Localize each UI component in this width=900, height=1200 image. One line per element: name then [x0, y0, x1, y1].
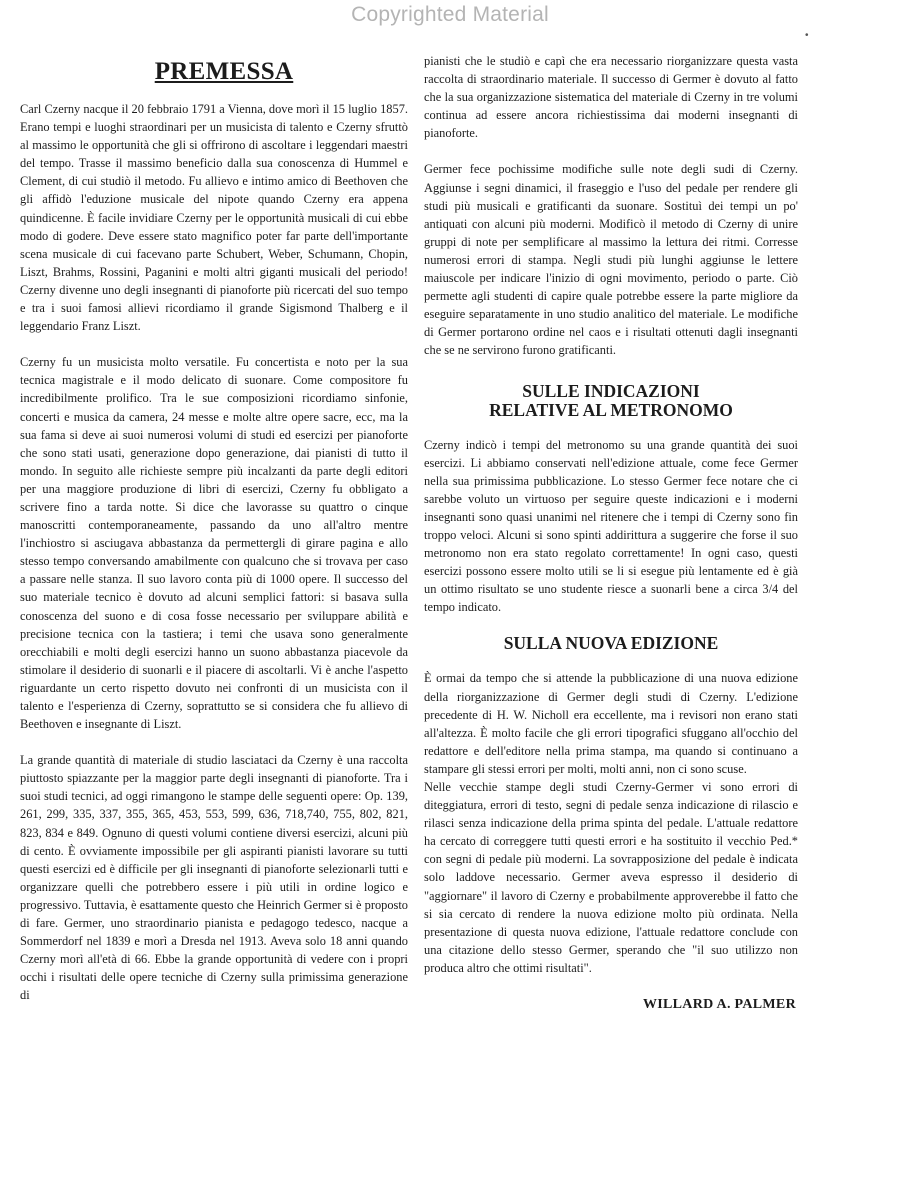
- left-column: [20, 52, 408, 1005]
- paragraph-versatility: Czerny fu un musicista molto versatile. Fu concertista e noto per la sua tecnica magistrale e il modo delicato di suonare. Come compositore fu incredibilmente prolifico. Tra le sue composizioni ricordiamo sinfonie, concerti e musica da camera, 24 messe e molte altre opere sacre, ecc, ma la sua fama si deve ai suoi numerosi volumi di studi ed esercizi per pianoforte che sono stati usati, generazione dopo generazione, dai pianisti di tutto il mondo. In seguito alle richieste sempre più incalzanti da parte degli editori per una maggiore produzione di libri di esercizi, Czerny fu obbligato a scrivere fino a tarda notte. Si dice che lavorasse su quattro o cinque manoscritti contemporaneamente, passando da uno all'altro mentre l'inchiostro si asciugava abbastanza da permettergli di girare pagina e allo stesso tempo conversando amabilmente con qualcuno che si trovava per caso a passare nelle stanza. Il suo lavoro conta più di 1000 opere. Il successo del suo materiale tecnico è dovuto ad alcuni semplici fattori: si basava sulla conoscenza del suono e di cosa fosse necessario per sviluppare abilità e precisione tecnica con la tastiera; i temi che usava sono generalmente orecchiabili e molti degli esercizi hanno un suono abbastanza piacevole da stimolare il desiderio di suonarli e il piacere di ascoltarli. Vi è anche l'aspetto riguardante un certo rispetto dovuto nei confronti di un musicista con il talento e l'esperienza di Czerny, soprattutto se si considera che fu allievo di Beethoven e insegnante di Liszt.: [20, 355, 408, 732]
- metronome-heading-line1: SULLE INDICAZIONI: [522, 380, 700, 401]
- paragraph-old-prints: Nelle vecchie stampe degli studi Czerny-Germer vi sono errori di diteggiatura, errori di testo, segni di pedale senza indicazione di rilascio e rilasci senza indicazione della prima spinta del pedale. L'attuale redattore ha cercato di correggere tutti questi errori e ha sostituito il vecchio Ped.* con segni di pedale più moderni. La sovrapposizione del pedale è indicata solo laddove necessario. Germer aveva espresso il desiderio di "aggiornare" il lavoro di Czerny e probabilmente approverebbe il fatto che si sia cercato di rendere la nuova edizione molto più ordinata. Nella presentazione di questa nuova edizione, l'attuale redattore conclude con una citazione dello stesso Germer, sperando che "il suo utilizzo non produca altro che ottimi risultati".: [424, 780, 798, 975]
- paragraph-new-edition: È ormai da tempo che si attende la pubblicazione di una nuova edizione della riorganizzazione di Germer degli studi di Czerny. L'edizione precedente di H. W. Nicholl era eccellente, ma i revisori non erano stati all'altezza. È molto facile che gli errori tipografici sfuggano all'occhio del redattore e dell'editore nella prima stampa, ma quando si continuano a stampare gli stessi errori per molti, molti anni, non ci sono scuse.: [424, 671, 798, 776]
- right-column: [424, 52, 798, 1013]
- new-edition-heading: SULLA NUOVA EDIZIONE: [503, 633, 719, 654]
- corner-dot: •: [805, 30, 809, 41]
- paragraph-study-material: La grande quantità di materiale di studio lasciataci da Czerny è una raccolta piuttosto spiazzante per la maggior parte degli insegnanti di pianoforte. Tra i suoi studi tecnici, ad oggi rimangono le stampe delle seguenti opere: Op. 139, 261, 299, 335, 337, 355, 365, 453, 553, 599, 636, 718,740, 755, 802, 821, 823, 834 e 849. Ognuno di questi volumi contiene diversi esercizi, alcuni più di cento. È ovviamente impossibile per gli aspiranti pianisti lavorare su tutti questi esercizi ed è difficile per gli insegnanti di pianoforte selezionarli tutti e organizzare quelli che potrebbero essere i più utili in ordine logico e progressivo. Tuttavia, è esattamente questo che Heinrich Germer si è proposto di fare. Germer, uno straordinario pianista e pedagogo tedesco, nacque a Sommerdorf nel 1839 e morì a Dresda nel 1913. Aveva solo 18 anni quando Czerny morì all'età di 66. Ebbe la grande opportunità di vedere con i propri occhi i risultati delle opere tecniche di Czerny sulla primissima generazione di: [20, 753, 408, 1003]
- paragraph-germer-success: pianisti che le studiò e capì che era necessario riorganizzare questa vasta raccolta di straordinario materiale. Il successo di Germer è dovuto al fatto che la sua organizzazione sistematica del materiale di Czerny in tre volumi continua ad essere ancora richiestissima dai moderni insegnanti di pianoforte.: [424, 54, 798, 141]
- copyright-watermark: Copyrighted Material: [351, 3, 549, 26]
- paragraph-metronome: Czerny indicò i tempi del metronomo su una grande quantità dei suoi esercizi. Li abbiamo conservati nell'edizione attuale, come fece Germer nella sua primissima pubblicazione. Lo stesso Germer fece notare che ci sarebbe voluto un virtuoso per seguire queste indicazioni e i moderni insegnanti sono quasi unanimi nel ritenere che i tempi di Czerny sono fin troppo veloci. Alcuni si sono spinti addirittura a suggerire che forse il suo metronomo non era stato regolato correttamente! In ogni caso, questi esercizi possono essere molto utili se li si esegue più lentamente ed è già un ottimo risultato se uno studente riesce a suonarli bene a circa 3/4 del tempo indicato.: [424, 437, 798, 615]
- metronome-heading-line2: RELATIVE AL METRONOMO: [489, 399, 733, 420]
- premessa-title: PREMESSA: [154, 58, 294, 85]
- author-signature: WILLARD A. PALMER: [642, 997, 796, 1013]
- paragraph-biography: Carl Czerny nacque il 20 febbraio 1791 a Vienna, dove morì il 15 luglio 1857. Erano tempi e luoghi straordinari per un musicista di talento e Czerny sfruttò al massimo le opportunità che gli si offrirono di ascoltare i leggendari maestri del tempo. Trasse il massimo beneficio dalla sua conoscenza di Hummel e Clement, di cui studiò il metodo. Fu allievo e intimo amico di Beethoven che gli affidò l'eduzione musicale del nipote quando Czerny era appena quindicenne. È facile invidiare Czerny per le opportunità musicali di cui ebbe modo di godere. Deve essere stato magnifico poter far parte dell'importante scena musicale di cui facevano parte Schubert, Weber, Schumann, Chopin, Liszt, Brahms, Rossini, Paganini e molti altri giganti musicali del periodo! Czerny divenne uno degli insegnanti di pianoforte più ricercati del suo tempo e tra i suoi famosi allievi ricordiamo il grande Sigismond Thalberg e il leggendario Franz Liszt.: [20, 102, 408, 334]
- paragraph-germer-changes: Germer fece pochissime modifiche sulle note degli sudi di Czerny. Aggiunse i segni dinamici, il fraseggio e l'uso del pedale per rendere gli studi più musicali e gratificanti da suonare. Sostituì dei tempi un po' antiquati con alcuni più moderni. Modificò il metodo di Czerny di unire gruppi di note per semplificare al massimo la lettura dei ritmi. Corresse numerosi errori di stampa. Negli studi più lunghi aggiunse le lettere maiuscole per indicare l'inizio di ogni movimento, periodo o parte. Ciò permette agli studenti di capire quale potrebbe essere la parte migliore da eseguire separatamente in uno studio analitico del materiale. Le modifiche di Germer portarono ordine nel caos e i risultati ottenuti dagli insegnanti che se ne servirono furono gratificanti.: [424, 162, 798, 358]
- metronome-heading: [424, 382, 798, 420]
